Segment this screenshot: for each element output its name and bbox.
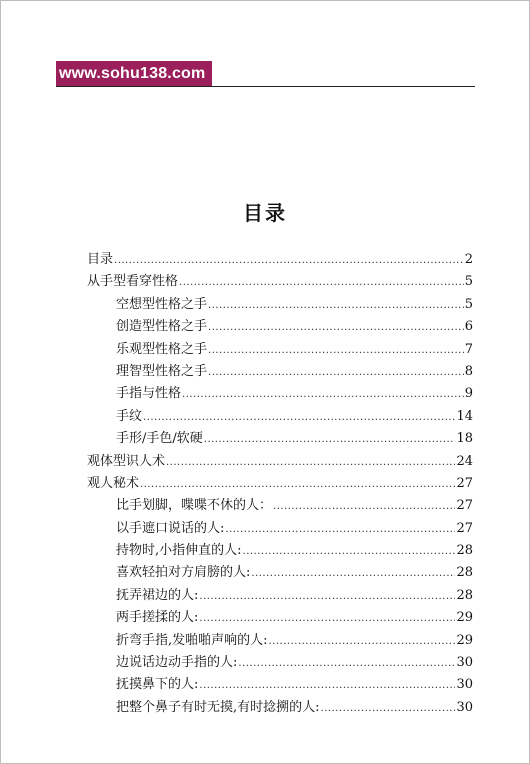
toc-entry-page: 28	[456, 565, 473, 581]
toc-dot-leader	[143, 407, 455, 429]
toc-entry-label: 把整个鼻子有时无摸,有时捻搠的人:	[116, 699, 320, 715]
toc-entry-page: 14	[456, 408, 473, 424]
toc-entry-page: 18	[456, 431, 473, 447]
toc-entry-page: 5	[464, 296, 473, 312]
toc-entry-page: 30	[456, 699, 473, 715]
toc-entry-page: 29	[456, 632, 473, 648]
toc-dot-leader	[199, 675, 455, 697]
toc-entry-page: 28	[456, 587, 473, 603]
toc-entry-label: 喜欢轻拍对方肩膀的人:	[116, 565, 251, 581]
toc-entry[interactable]	[87, 361, 473, 383]
toc-entry[interactable]	[87, 383, 473, 405]
toc-entry[interactable]	[87, 607, 473, 629]
toc-entry-label: 空想型性格之手	[116, 296, 208, 312]
toc-entry-page: 30	[456, 655, 473, 671]
toc-entry[interactable]	[87, 674, 473, 696]
toc-dot-leader	[321, 698, 456, 720]
header-rule	[56, 86, 475, 87]
toc-entry-page: 2	[464, 252, 473, 267]
toc-entry-page: 27	[456, 498, 473, 514]
toc-entry[interactable]	[87, 249, 473, 271]
toc-entry[interactable]	[87, 540, 473, 562]
toc-entry-label: 抚摸鼻下的人:	[116, 677, 199, 693]
toc-dot-leader	[208, 295, 464, 317]
toc-dot-leader	[269, 631, 456, 653]
toc-entry-label: 比手划脚，喋喋不休的人：	[116, 498, 273, 514]
toc-entry-label: 持物时,小指伸直的人:	[116, 543, 242, 559]
toc-entry[interactable]	[87, 495, 473, 517]
toc-entry-page: 28	[456, 543, 473, 559]
toc-entry[interactable]	[87, 316, 473, 338]
toc-entry-label: 乐观型性格之手	[116, 341, 208, 357]
toc-entry-label: 理智型性格之手	[116, 363, 208, 379]
toc-title: 目录	[243, 201, 287, 225]
toc-entry-page: 29	[456, 610, 473, 626]
toc-dot-leader	[273, 496, 455, 518]
toc-entry-page: 8	[464, 363, 473, 379]
toc-entry-page: 30	[456, 677, 473, 693]
toc-dot-leader	[238, 653, 455, 675]
toc-entry[interactable]	[87, 518, 473, 540]
toc-dot-leader	[243, 541, 456, 563]
toc-entry[interactable]	[87, 451, 473, 473]
toc-entry-label: 手纹	[116, 408, 143, 424]
toc-entry-label: 观人秘术	[87, 475, 140, 491]
toc-dot-leader	[114, 250, 464, 272]
toc-entry[interactable]	[87, 652, 473, 674]
toc-dot-leader	[208, 317, 464, 339]
toc-dot-leader	[179, 272, 464, 294]
toc-entry-page: 5	[464, 274, 473, 290]
table-of-contents	[87, 249, 473, 719]
toc-entry[interactable]	[87, 473, 473, 495]
toc-entry[interactable]	[87, 585, 473, 607]
toc-entry-label: 抚弄裙边的人:	[116, 587, 199, 603]
toc-dot-leader	[208, 340, 464, 362]
toc-entry-label: 手指与性格	[116, 386, 182, 402]
toc-entry[interactable]	[87, 271, 473, 293]
toc-dot-leader	[182, 384, 464, 406]
toc-dot-leader	[166, 452, 455, 474]
toc-entry[interactable]	[87, 428, 473, 450]
toc-entry-page: 7	[464, 341, 473, 357]
toc-entry-label: 以手遮口说话的人:	[116, 520, 225, 536]
toc-entry-page: 9	[464, 386, 473, 402]
toc-entry-page: 27	[456, 475, 473, 491]
toc-dot-leader	[208, 362, 464, 384]
toc-entry-page: 27	[456, 520, 473, 536]
toc-dot-leader	[204, 429, 456, 451]
toc-dot-leader	[140, 474, 455, 496]
site-banner[interactable]: www.sohu138.com	[56, 61, 212, 86]
toc-entry[interactable]	[87, 630, 473, 652]
toc-dot-leader	[199, 608, 455, 630]
toc-entry-label: 两手搓揉的人:	[116, 610, 199, 626]
toc-entry[interactable]	[87, 339, 473, 361]
toc-entry-label: 观体型识人术	[87, 453, 166, 469]
toc-entry-label: 从手型看穿性格	[87, 274, 179, 290]
toc-entry-label: 手形/手色/软硬	[116, 431, 203, 447]
toc-entry[interactable]	[87, 294, 473, 316]
toc-entry[interactable]	[87, 562, 473, 584]
toc-entry-page: 6	[464, 319, 473, 335]
toc-entry-label: 创造型性格之手	[116, 319, 208, 335]
toc-entry-label: 折弯手指,发啪啪声响的人:	[116, 632, 268, 648]
toc-entry[interactable]	[87, 406, 473, 428]
toc-dot-leader	[199, 586, 455, 608]
toc-entry-page: 24	[456, 453, 473, 469]
toc-entry-label: 目录	[87, 252, 114, 267]
toc-entry[interactable]	[87, 697, 473, 719]
toc-entry-label: 边说话边动手指的人:	[116, 655, 238, 671]
toc-dot-leader	[251, 563, 455, 585]
toc-dot-leader	[225, 519, 455, 541]
